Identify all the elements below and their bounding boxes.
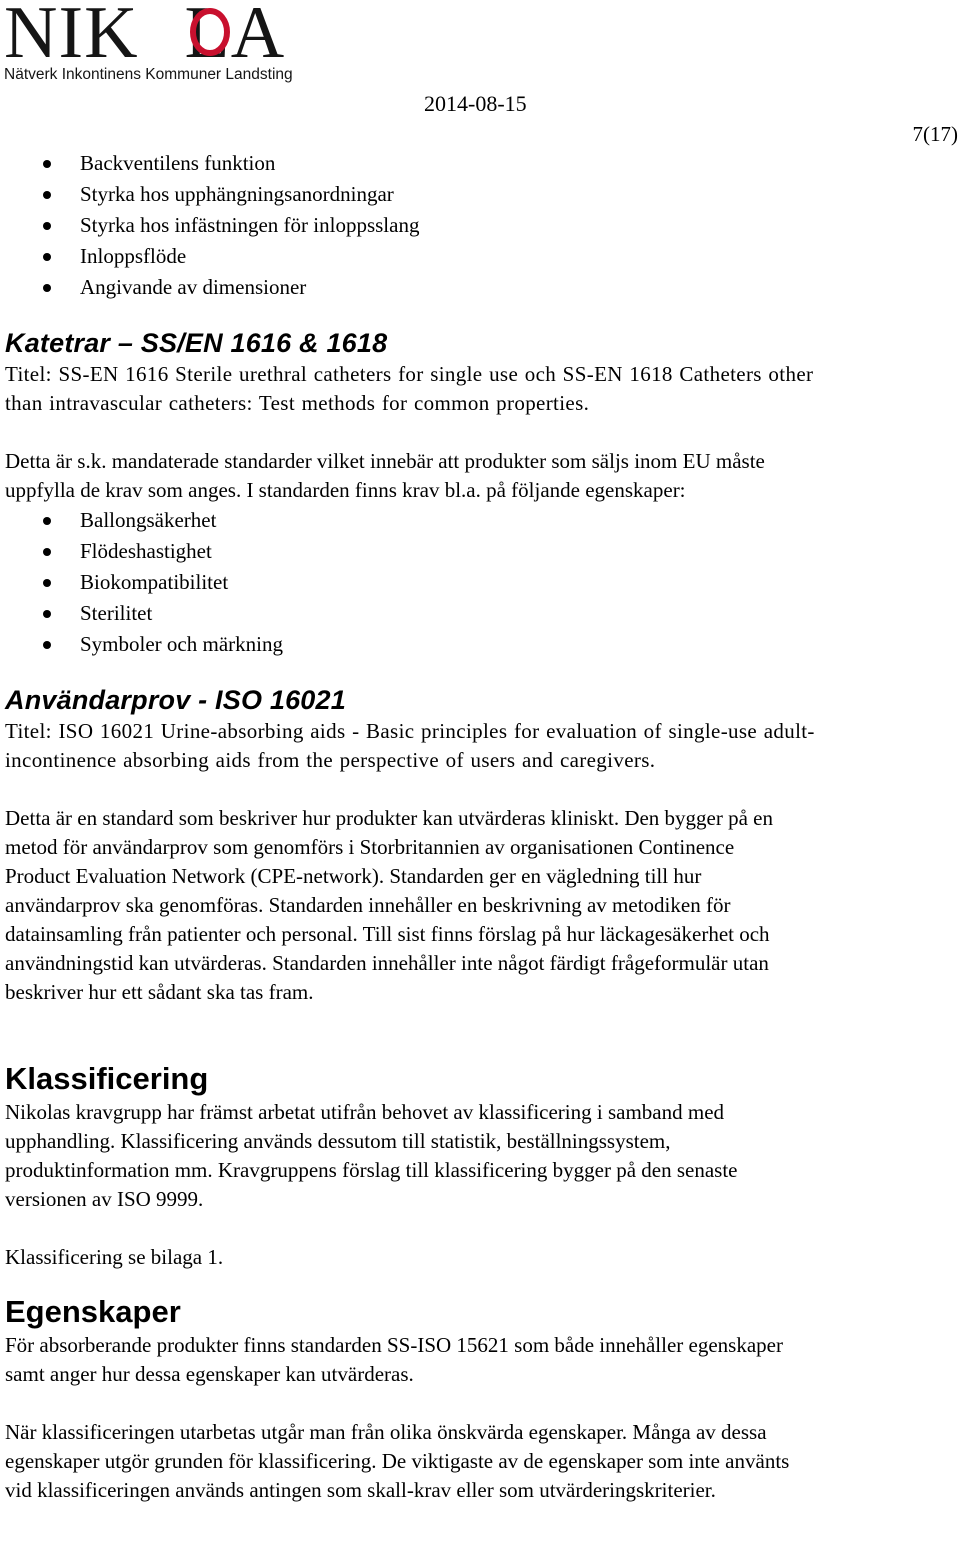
list-item: Angivande av dimensioner	[5, 272, 955, 303]
bullet-icon	[43, 517, 51, 525]
top-bullet-list	[5, 148, 955, 303]
anvandarprov-title-line: incontinence absorbing aids from the perspective of users and caregivers.	[5, 748, 656, 772]
katetrar-title-line: Titel: SS-EN 1616 Sterile urethral catheters for single use och SS-EN 1618 Catheters other	[5, 362, 814, 386]
katetrar-title-line: than intravascular catheters: Test methods for common properties.	[5, 391, 590, 415]
katetrar-heading: Katetrar – SS/EN 1616 & 1618	[5, 328, 388, 358]
bullet-icon	[43, 253, 51, 261]
egenskaper-paragraph	[5, 1418, 955, 1505]
paragraph-line: Detta är en standard som beskriver hur produkter kan utvärderas kliniskt. Den bygger på en	[5, 806, 774, 830]
paragraph-line: användarprov ska genomföras. Standarden innehåller en beskrivning av metodiken för	[5, 893, 731, 917]
katetrar-desc-line: uppfylla de krav som anges. I standarden finns krav bl.a. på följande egenskaper:	[5, 478, 686, 502]
paragraph-line: användningstid kan utvärderas. Standarden innehåller inte något färdigt frågeformulär utan	[5, 951, 769, 975]
list-item: Inloppsflöde	[5, 241, 955, 272]
paragraph-line: upphandling. Klassificering används dessutom till statistik, beställningssystem,	[5, 1129, 671, 1153]
page-number: 7(17)	[912, 122, 958, 146]
anvandarprov-paragraph	[5, 804, 955, 1007]
klassificering-heading: Klassificering	[5, 1061, 209, 1096]
list-item: Ballongsäkerhet	[5, 505, 955, 536]
list-item: Biokompatibilitet	[5, 567, 955, 598]
paragraph-line: Nikolas kravgrupp har främst arbetat utifrån behovet av klassificering i samband med	[5, 1100, 725, 1124]
list-item: Backventilens funktion	[5, 148, 955, 179]
paragraph-line: versionen av ISO 9999.	[5, 1187, 204, 1211]
bullet-icon	[43, 160, 51, 168]
list-item: Symboler och märkning	[5, 629, 955, 660]
logo-tagline: Nätverk Inkontinens Kommuner Landsting	[4, 66, 293, 83]
bullet-icon	[43, 579, 51, 587]
katetrar-desc-line: Detta är s.k. mandaterade standarder vilket innebär att produkter som säljs inom EU måste	[5, 449, 765, 473]
bullet-icon	[43, 641, 51, 649]
logo-wordmark: NIK LA	[4, 0, 286, 74]
egenskaper-heading: Egenskaper	[5, 1294, 181, 1329]
paragraph-line: När klassificeringen utarbetas utgår man från olika önskvärda egenskaper. Många av dessa	[5, 1420, 767, 1444]
paragraph-line: egenskaper utgör grunden för klassificering. De viktigaste av de egenskaper som inte använts	[5, 1449, 790, 1473]
nikola-logo	[4, 2, 324, 90]
bullet-icon	[43, 191, 51, 199]
paragraph-line: produktinformation mm. Kravgruppens förslag till klassificering bygger på den senaste	[5, 1158, 738, 1182]
paragraph-line: datainsamling från patienter och personal. Till sist finns förslag på hur läckagesäkerhet och	[5, 922, 770, 946]
paragraph-line: Product Evaluation Network (CPE-network). Standarden ger en vägledning till hur	[5, 864, 702, 888]
document-body	[5, 148, 955, 1505]
list-item: Sterilitet	[5, 598, 955, 629]
logo-o-ring-icon	[188, 6, 232, 58]
bullet-icon	[43, 284, 51, 292]
bullet-icon	[43, 610, 51, 618]
header-date: 2014-08-15	[424, 91, 527, 116]
egenskaper-paragraph	[5, 1331, 955, 1389]
list-item: Styrka hos upphängningsanordningar	[5, 179, 955, 210]
paragraph-line: beskriver hur ett sådant ska tas fram.	[5, 980, 314, 1004]
klassificering-note: Klassificering se bilaga 1.	[5, 1245, 224, 1269]
bullet-icon	[43, 222, 51, 230]
katetrar-bullet-list	[5, 505, 955, 660]
paragraph-line: samt anger hur dessa egenskaper kan utvärderas.	[5, 1362, 414, 1386]
bullet-icon	[43, 548, 51, 556]
paragraph-line: metod för användarprov som genomförs i Storbritannien av organisationen Continence	[5, 835, 735, 859]
list-item: Flödeshastighet	[5, 536, 955, 567]
paragraph-line: För absorberande produkter finns standarden SS-ISO 15621 som både innehåller egenskaper	[5, 1333, 783, 1357]
paragraph-line: vid klassificeringen används antingen som skall-krav eller som utvärderingskriterier.	[5, 1478, 716, 1502]
anvandarprov-title-line: Titel: ISO 16021 Urine-absorbing aids - Basic principles for evaluation of single-use adult-	[5, 719, 815, 743]
anvandarprov-heading: Användarprov - ISO 16021	[5, 685, 346, 715]
list-item: Styrka hos infästningen för inloppsslang	[5, 210, 955, 241]
klassificering-paragraph	[5, 1098, 955, 1214]
